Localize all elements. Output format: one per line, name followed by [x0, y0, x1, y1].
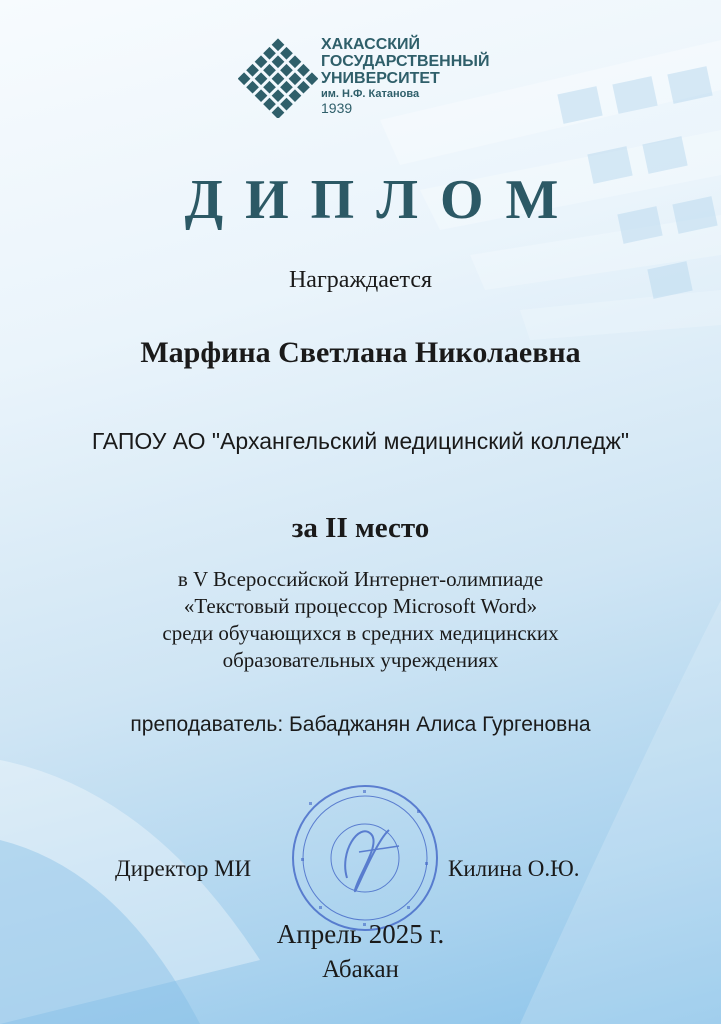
university-founding-year: 1939 [321, 100, 353, 116]
description-line: образовательных учреждениях [222, 648, 499, 672]
university-name-line4: им. Н.Ф. Катанова [321, 88, 420, 100]
signatory-name: Килина О.Ю. [448, 856, 580, 881]
recipient-name: Марфина Светлана Николаевна [140, 336, 581, 369]
university-name-line1: ХАКАССКИЙ [321, 36, 421, 53]
university-name-line3: УНИВЕРСИТЕТ [321, 70, 440, 87]
award-place: за II место [291, 512, 430, 544]
university-name-line2: ГОСУДАРСТВЕННЫЙ [321, 53, 490, 70]
description-line: «Текстовый процессор Microsoft Word» [183, 594, 538, 618]
teacher-line: преподаватель: Бабаджанян Алиса Гургеновна [130, 713, 591, 736]
issue-city: Абакан [322, 956, 399, 983]
awarded-label: Награждается [288, 267, 433, 293]
issue-date: Апрель 2025 г. [276, 919, 445, 949]
university-logo-emblem [238, 38, 318, 118]
description-line: среди обучающихся в средних медицинских [162, 621, 559, 645]
diploma-title: ДИПЛОМ [184, 169, 581, 231]
recipient-organization: ГАПОУ АО "Архангельский медицинский колледж" [91, 428, 630, 454]
official-stamp [289, 782, 441, 934]
signatory-position: Директор МИ [115, 856, 252, 881]
description-line: в V Всероссийской Интернет-олимпиаде [177, 567, 544, 591]
